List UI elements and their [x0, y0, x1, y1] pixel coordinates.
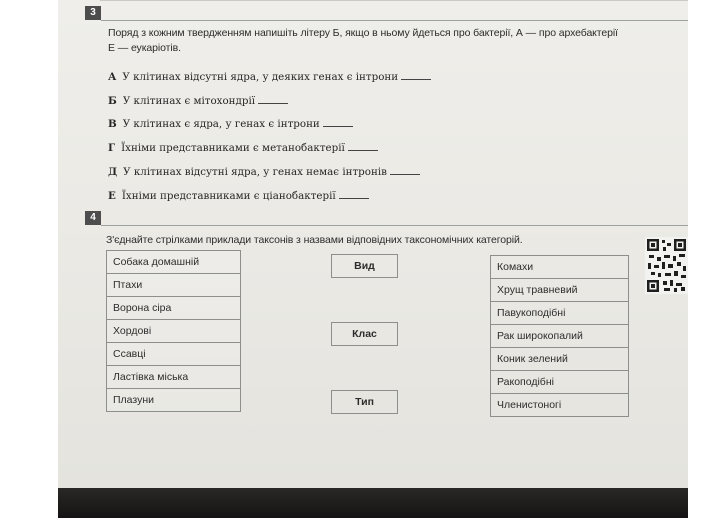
answer-blank[interactable] — [401, 69, 431, 80]
task-4-number: 4 — [85, 211, 101, 225]
task-3-rule — [101, 20, 688, 21]
example-item[interactable]: Ластівка міська — [107, 366, 240, 389]
example-item[interactable]: Ворона сіра — [107, 297, 240, 320]
example-item[interactable]: Плазуни — [113, 394, 155, 406]
statement-text: У клітинах відсутні ядра, у деяких генах є інтрони — [122, 71, 399, 83]
example-item[interactable]: Хордові — [107, 320, 240, 343]
statement-letter: Д — [108, 166, 118, 178]
statement-text: Їхніми представниками є метанобактерії — [121, 142, 345, 154]
answer-blank[interactable] — [258, 93, 288, 104]
statement-text: Їхніми представниками є ціанобактерії — [121, 190, 336, 202]
statement-letter: А — [108, 71, 117, 83]
example-item[interactable]: Рак широкопалий — [491, 325, 628, 348]
example-item[interactable]: Собака домашній — [107, 251, 240, 274]
top-rule — [100, 0, 688, 1]
statement-letter: Г — [108, 142, 116, 154]
page-bottom-shadow — [58, 488, 688, 518]
example-item[interactable]: Хрущ травневий — [491, 279, 628, 302]
examples-list-right — [490, 255, 629, 417]
answer-blank[interactable] — [339, 188, 369, 199]
task-3-number: 3 — [85, 6, 101, 20]
statement-h — [108, 140, 378, 154]
statement-b — [108, 93, 288, 107]
example-item[interactable]: Комахи — [491, 256, 628, 279]
statement-text: У клітинах відсутні ядра, у генах немає інтронів — [123, 166, 387, 178]
statement-letter: Б — [108, 95, 117, 107]
example-item[interactable]: Членистоногі — [497, 399, 562, 411]
answer-blank[interactable] — [348, 140, 378, 151]
example-item[interactable]: Ракоподібні — [491, 371, 628, 394]
statement-text: У клітинах є мітохондрії — [122, 95, 256, 107]
statement-letter: В — [108, 118, 117, 130]
example-item[interactable]: Ссавці — [107, 343, 240, 366]
task-3-instruction-line2: Е — еукаріотів. — [108, 42, 181, 54]
statement-d — [108, 164, 420, 178]
example-item[interactable]: Коник зелений — [491, 348, 628, 371]
category-class[interactable]: Клас — [331, 322, 398, 346]
example-item[interactable]: Павукоподібні — [491, 302, 628, 325]
statement-letter: Е — [108, 190, 116, 202]
category-species[interactable]: Вид — [331, 254, 398, 278]
answer-blank[interactable] — [323, 116, 353, 127]
qr-code-icon — [645, 237, 688, 294]
statement-a — [108, 69, 431, 83]
task-3-instruction-line1: Поряд з кожним твердженням напишіть літеру Б, якщо в ньому йдеться про бактерії, А — про архебактерії — [108, 27, 618, 39]
example-item[interactable]: Птахи — [107, 274, 240, 297]
statement-e — [108, 188, 369, 202]
category-phylum[interactable]: Тип — [331, 390, 398, 414]
statement-text: У клітинах є ядра, у генах є інтрони — [122, 118, 320, 130]
right-margin — [688, 0, 719, 518]
answer-blank[interactable] — [390, 164, 420, 175]
task-4-instruction: З'єднайте стрілками приклади таксонів з назвами відповідних таксономічних категорій. — [106, 234, 523, 246]
task-4-rule — [101, 225, 688, 226]
statement-v — [108, 116, 353, 130]
examples-list — [106, 250, 241, 412]
